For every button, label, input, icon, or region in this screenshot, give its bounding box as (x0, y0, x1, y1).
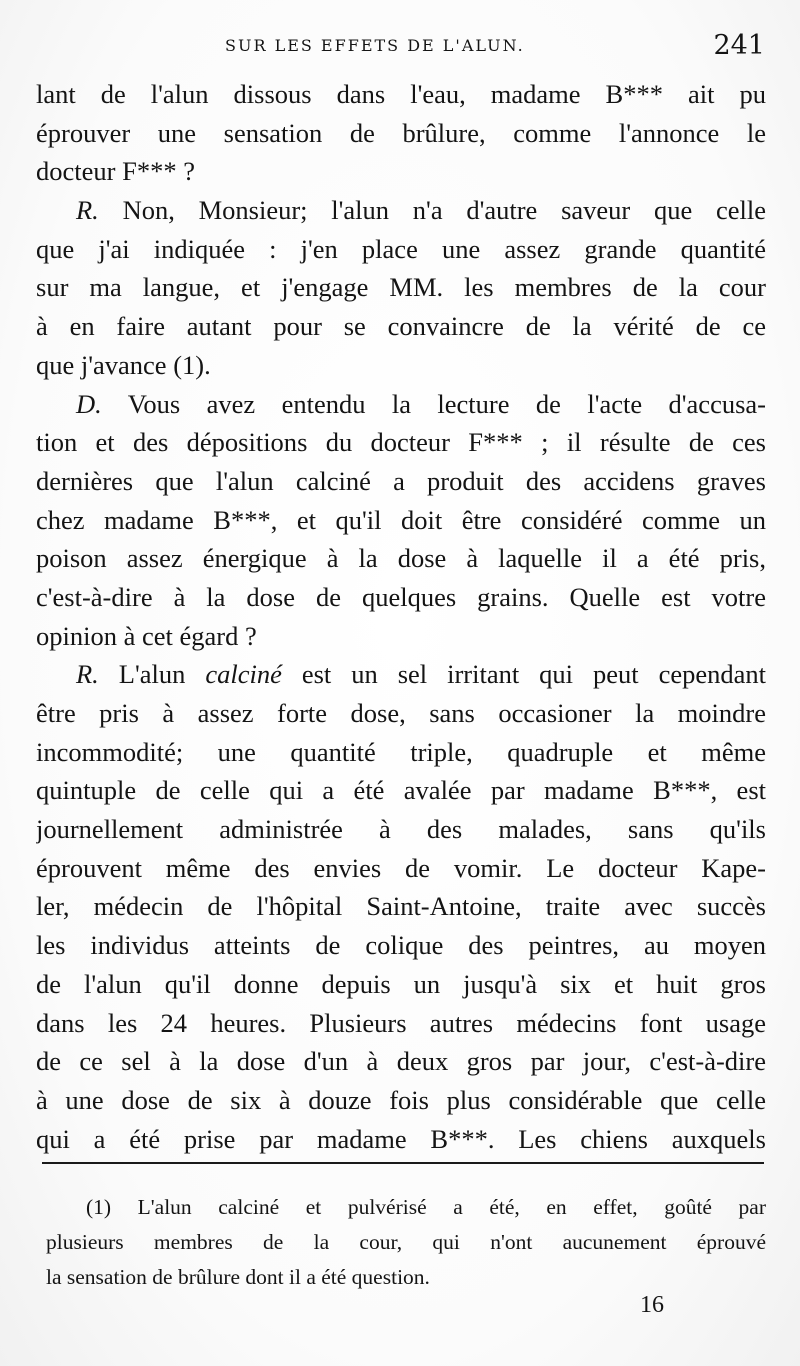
text-fragment: L'alun (118, 659, 186, 690)
text-line: de ce sel à la dose d'un à deux gros par jour, c'est-à-dire (36, 1046, 766, 1077)
text-line: journellement administrée à des malades, sans qu'ils (36, 814, 766, 845)
footnote (46, 1190, 766, 1295)
page-header (40, 30, 765, 66)
text-line: les individus atteints de colique des peintres, au moyen (36, 930, 766, 961)
running-title: SUR LES EFFETS DE L'ALUN. (225, 36, 525, 55)
text-line: dernières que l'alun calciné a produit des accidens graves (36, 465, 766, 496)
text-line: lant de l'alun dissous dans l'eau, madame B*** ait pu (36, 79, 766, 109)
text-line: docteur F*** ? (36, 156, 195, 187)
page-number: 241 (713, 30, 765, 61)
answer-paragraph-start (36, 191, 766, 230)
speaker-marker: R. (76, 659, 99, 690)
text-line: de l'alun qu'il donne depuis un jusqu'à six et huit gros (36, 968, 766, 999)
text-line: c'est-à-dire à la dose de quelques grains. Quelle est votre (36, 581, 766, 612)
text-line: être pris à assez forte dose, sans occasioner la moindre (36, 698, 766, 728)
body-text (36, 75, 766, 1158)
footnote-line: plusieurs membres de la cour, qui n'ont aucunement éprouvé (46, 1230, 766, 1254)
text-line: opinion à cet égard ? (36, 620, 257, 651)
signature-mark: 16 (640, 1292, 664, 1318)
footnote-divider (42, 1162, 764, 1164)
text-line: sur ma langue, et j'engage MM. les membres de la cour (36, 272, 766, 303)
text-line: Vous avez entendu la lecture de l'acte d'accusa- (127, 388, 766, 419)
text-line: incommodité; une quantité triple, quadruple et même (36, 736, 766, 767)
text-line: quintuple de celle qui a été avalée par madame B***, est (36, 775, 766, 806)
italic-term: calciné (205, 659, 282, 690)
footnote-line: la sensation de brûlure dont il a été question. (46, 1265, 430, 1289)
text-line: éprouvent même des envies de vomir. Le docteur Kape- (36, 852, 766, 883)
text-line: Non, Monsieur; l'alun n'a d'autre saveur que celle (122, 195, 766, 226)
text-fragment: est un sel irritant qui peut cependant (301, 659, 766, 690)
text-line: à une dose de six à douze fois plus considérable que celle (36, 1084, 766, 1115)
text-line: que j'avance (1). (36, 349, 211, 380)
text-line: chez madame B***, et qu'il doit être considéré comme un (36, 504, 766, 535)
answer-paragraph-start (36, 655, 766, 694)
speaker-marker: D. (76, 388, 102, 419)
text-line: éprouver une sensation de brûlure, comme l'annonce le (36, 117, 766, 148)
question-paragraph-start (36, 385, 766, 424)
text-line: qui a été prise par madame B***. Les chiens auxquels (36, 1123, 766, 1154)
text-line: à en faire autant pour se convaincre de la vérité de ce (36, 311, 766, 342)
text-line: tion et des dépositions du docteur F*** ; il résulte de ces (36, 427, 766, 458)
speaker-marker: R. (76, 195, 99, 226)
text-line: ler, médecin de l'hôpital Saint-Antoine, traite avec succès (36, 891, 766, 922)
text-line: dans les 24 heures. Plusieurs autres médecins font usage (36, 1007, 766, 1038)
footnote-line: (1) L'alun calciné et pulvérisé a été, en effet, goûté par (86, 1195, 766, 1219)
text-line: poison assez énergique à la dose à laquelle il a été pris, (36, 543, 766, 574)
text-line: que j'ai indiquée : j'en place une assez grande quantité (36, 233, 766, 264)
